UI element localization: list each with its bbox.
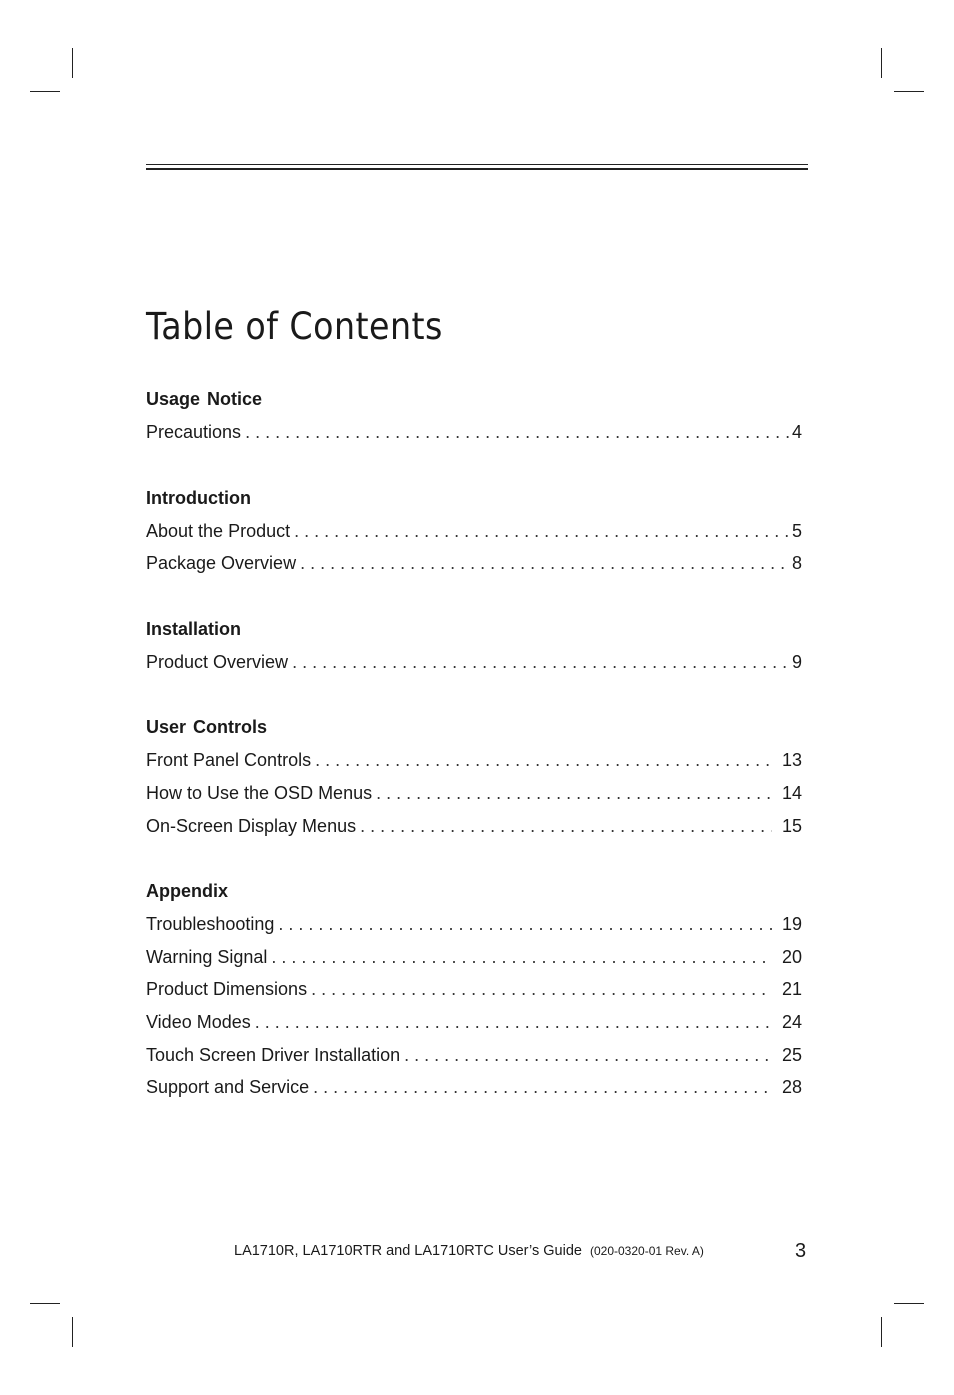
footer <box>234 1243 704 1259</box>
toc-dot-leader <box>404 1043 772 1067</box>
toc-section-heading: Appendix <box>146 881 229 902</box>
toc-section-heading: Installation <box>146 618 242 639</box>
toc-entry-label: How to Use the OSD Menus <box>146 782 373 803</box>
toc-entry-page: 9 <box>791 651 802 672</box>
toc-entry-page: 8 <box>791 553 802 574</box>
toc-entry[interactable] <box>146 650 802 683</box>
toc-dot-leader <box>313 1075 772 1099</box>
crop-mark-top-right-horizontal <box>894 91 924 92</box>
footer-guide-title: LA1710R, LA1710RTR and LA1710RTC User’s Guide <box>234 1243 582 1259</box>
toc-entry-page: 28 <box>781 1077 802 1098</box>
toc-dot-leader <box>271 945 772 969</box>
table-of-contents <box>146 387 802 1141</box>
toc-entry-label: Warning Signal <box>146 946 268 967</box>
toc-entry-page: 15 <box>781 815 802 836</box>
toc-entry[interactable] <box>146 945 802 978</box>
toc-section-heading: Introduction <box>146 487 251 508</box>
toc-dot-leader <box>311 977 772 1001</box>
toc-section <box>146 387 802 453</box>
toc-entry-label: On-Screen Display Menus <box>146 815 357 836</box>
toc-section-heading: User Controls <box>146 717 268 738</box>
page-title: Table of Contents <box>146 305 443 348</box>
toc-entry[interactable] <box>146 781 802 814</box>
toc-entry-page: 24 <box>781 1011 802 1032</box>
toc-dot-leader <box>376 781 772 805</box>
crop-mark-bottom-left-horizontal <box>30 1303 60 1304</box>
toc-section-heading: Usage Notice <box>146 389 263 409</box>
toc-dot-leader <box>278 912 772 936</box>
toc-entry-page: 5 <box>791 520 802 541</box>
toc-entry[interactable] <box>146 551 802 584</box>
toc-entry-label: Front Panel Controls <box>146 750 312 771</box>
toc-dot-leader <box>300 551 790 575</box>
toc-entry[interactable] <box>146 977 802 1010</box>
toc-entry-label: Video Modes <box>146 1011 251 1032</box>
toc-section <box>146 617 802 683</box>
toc-section <box>146 879 802 1108</box>
crop-mark-top-left-horizontal <box>30 91 60 92</box>
toc-entry-page: 25 <box>781 1044 802 1065</box>
toc-entry-page: 13 <box>781 750 802 771</box>
toc-dot-leader <box>292 650 790 674</box>
toc-entry-label: Precautions <box>146 422 242 442</box>
toc-dot-leader <box>294 519 790 543</box>
crop-mark-top-left-vertical <box>72 48 73 78</box>
toc-dot-leader <box>245 420 790 444</box>
toc-section <box>146 715 802 846</box>
toc-dot-leader <box>255 1010 772 1034</box>
toc-entry-label: Troubleshooting <box>146 914 275 935</box>
toc-entry[interactable] <box>146 1075 802 1108</box>
toc-entry-label: About the Product <box>146 520 291 541</box>
crop-mark-bottom-left-vertical <box>72 1317 73 1347</box>
page-number: 3 <box>795 1240 807 1262</box>
crop-mark-bottom-right-horizontal <box>894 1303 924 1304</box>
header-rule-thin <box>146 164 808 165</box>
crop-mark-top-right-vertical <box>881 48 882 78</box>
toc-entry-label: Package Overview <box>146 553 297 574</box>
toc-entry[interactable] <box>146 814 802 847</box>
toc-entry-page: 21 <box>781 979 802 1000</box>
toc-entry[interactable] <box>146 420 802 453</box>
toc-entry-label: Product Dimensions <box>146 979 308 1000</box>
toc-entry-page: 4 <box>791 422 802 442</box>
toc-entry-page: 20 <box>781 946 802 967</box>
toc-entry-label: Product Overview <box>146 651 289 672</box>
toc-dot-leader <box>360 814 772 838</box>
toc-entry[interactable] <box>146 912 802 945</box>
toc-entry[interactable] <box>146 519 802 552</box>
crop-mark-bottom-right-vertical <box>881 1317 882 1347</box>
header-rule-thick <box>146 168 808 170</box>
toc-entry-page: 14 <box>781 782 802 803</box>
toc-dot-leader <box>315 748 772 772</box>
toc-entry-label: Support and Service <box>146 1077 310 1098</box>
toc-section <box>146 486 802 584</box>
toc-entry[interactable] <box>146 1043 802 1076</box>
footer-doc-number: (020-0320-01 Rev. A) <box>589 1244 704 1258</box>
toc-entry-page: 19 <box>781 914 802 935</box>
toc-entry-label: Touch Screen Driver Installation <box>146 1044 401 1065</box>
toc-entry[interactable] <box>146 748 802 781</box>
toc-entry[interactable] <box>146 1010 802 1043</box>
